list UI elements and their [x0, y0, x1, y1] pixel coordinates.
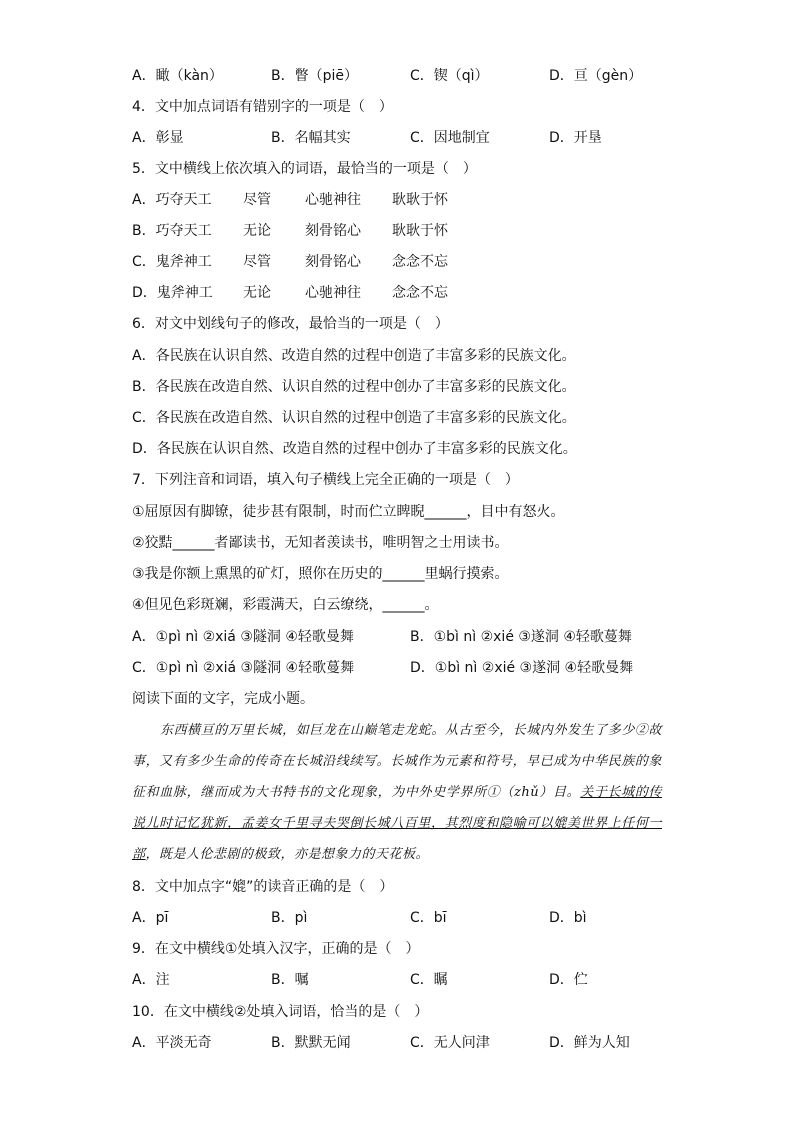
q5-c-word3: 刻骨铭心	[305, 254, 361, 270]
q9-option-d: D．伫	[549, 972, 588, 988]
q5-a-word4: 耿耿于怀	[392, 192, 448, 208]
q8-stem: 8．文中加点字“媲”的读音正确的是（ ）	[132, 879, 394, 895]
q5-stem: 5．文中横线上依次填入的词语，最恰当的一项是（ ）	[132, 161, 477, 177]
q6-option-a: A．各民族在认识自然、改造自然的过程中创造了丰富多彩的民族文化。	[132, 348, 576, 364]
q4-option-d: D．开垦	[549, 130, 602, 146]
q9-option-c: C．瞩	[410, 972, 448, 988]
q10-option-a: A．平淡无奇	[132, 1035, 212, 1051]
q10-stem: 10．在文中横线②处填入词语，恰当的是（ ）	[132, 1004, 429, 1020]
q5-a-word3: 心驰神往	[305, 192, 361, 208]
q6-stem: 6．对文中划线句子的修改，最恰当的一项是（ ）	[132, 316, 449, 332]
q4-stem: 4．文中加点词语有错别字的一项是（ ）	[132, 99, 393, 115]
q4-option-c: C．因地制宜	[410, 130, 490, 146]
q5-c-word1: C．鬼斧神工	[132, 254, 212, 270]
passage-underlined-sentence: 关于长城的传说儿时记忆犹新，孟姜女千里寻夫哭倒长城八百里，其烈度和隐喻可以媲美世界上任何一部	[132, 785, 662, 862]
q7-option-d: D．①bì nì ②xié ③遂洞 ④轻歌曼舞	[410, 660, 634, 676]
passage-part2: ，既是人伦悲剧的极致，亦是想象力的天花板。	[145, 847, 430, 862]
q5-d-word3: 心驰神往	[305, 285, 361, 301]
reading-instruction: 阅读下面的文字，完成小题。	[132, 691, 314, 707]
q5-a-word2: 尽管	[243, 192, 271, 208]
q5-b-word4: 耿耿于怀	[392, 223, 448, 239]
reading-passage	[132, 715, 662, 870]
q7-sentence-4: ④但见色彩斑斓，彩霞满天，白云缭绕，______。	[132, 597, 439, 613]
q5-d-word4: 念念不忘	[392, 285, 448, 301]
q3-option-a: A．瞰（kàn）	[132, 68, 223, 84]
q9-option-b: B．嘱	[271, 972, 309, 988]
q7-sentence-1: ①屈原因有脚镣，徒步甚有限制，时而伫立睥睨______，目中有怒火。	[132, 504, 565, 520]
q10-option-d: D．鲜为人知	[549, 1035, 630, 1051]
q9-stem: 9．在文中横线①处填入汉字，正确的是（ ）	[132, 941, 420, 957]
q7-sentence-2: ②狡黠______者鄙读书，无知者羡读书，唯明智之士用读书。	[132, 535, 509, 551]
q10-option-c: C．无人问津	[410, 1035, 490, 1051]
q5-d-word2: 无论	[243, 285, 271, 301]
q5-b-word1: B．巧夺天工	[132, 223, 212, 239]
q5-a-word1: A．巧夺天工	[132, 192, 212, 208]
q8-option-b: B．pì	[271, 910, 308, 926]
q5-c-word2: 尽管	[243, 254, 271, 270]
q7-sentence-3: ③我是你额上熏黑的矿灯，照你在历史的______里蜗行摸索。	[132, 566, 509, 582]
q7-option-b: B．①bì nì ②xié ③遂洞 ④轻歌蔓舞	[410, 629, 632, 645]
q6-option-b: B．各民族在改造自然、认识自然的过程中创办了丰富多彩的民族文化。	[132, 379, 576, 395]
q4-option-a: A．彰显	[132, 130, 184, 146]
q8-option-d: D．bì	[549, 910, 587, 926]
q5-b-word2: 无论	[243, 223, 271, 239]
q3-option-b: B．瞥（piē）	[271, 68, 358, 84]
q5-b-word3: 刻骨铭心	[305, 223, 361, 239]
q4-option-b: B．名幅其实	[271, 130, 351, 146]
q6-option-d: D．各民族在认识自然、改造自然的过程中创办了丰富多彩的民族文化。	[132, 441, 577, 457]
q5-d-word1: D．鬼斧神工	[132, 285, 213, 301]
q3-option-d: D．亘（gèn）	[549, 68, 643, 84]
passage-part1: 东西横亘的万里长城，如巨龙在山巅笔走龙蛇。从古至今，长城内外发生了多少②故事，又有多少生命的传奇在长城沿线续写。长城作为元素和符号，早已成为中华民族的象征和血脉，继而成为大书特书的文化现象，为中外史学界所①（zhǔ）目。	[132, 723, 662, 800]
q10-option-b: B．默默无闻	[271, 1035, 351, 1051]
q7-option-c: C．①pì nì ②xiá ③隧洞 ④轻歌蔓舞	[132, 660, 355, 676]
q9-option-a: A．注	[132, 972, 170, 988]
q5-c-word4: 念念不忘	[392, 254, 448, 270]
q6-option-c: C．各民族在改造自然、认识自然的过程中创造了丰富多彩的民族文化。	[132, 410, 576, 426]
q3-option-c: C．锲（qì）	[410, 68, 489, 84]
q7-stem: 7．下列注音和词语，填入句子横线上完全正确的一项是（ ）	[132, 472, 519, 488]
q8-option-c: C．bī	[410, 910, 447, 926]
q7-option-a: A．①pì nì ②xiá ③隧洞 ④轻歌曼舞	[132, 629, 354, 645]
q8-option-a: A．pī	[132, 910, 169, 926]
